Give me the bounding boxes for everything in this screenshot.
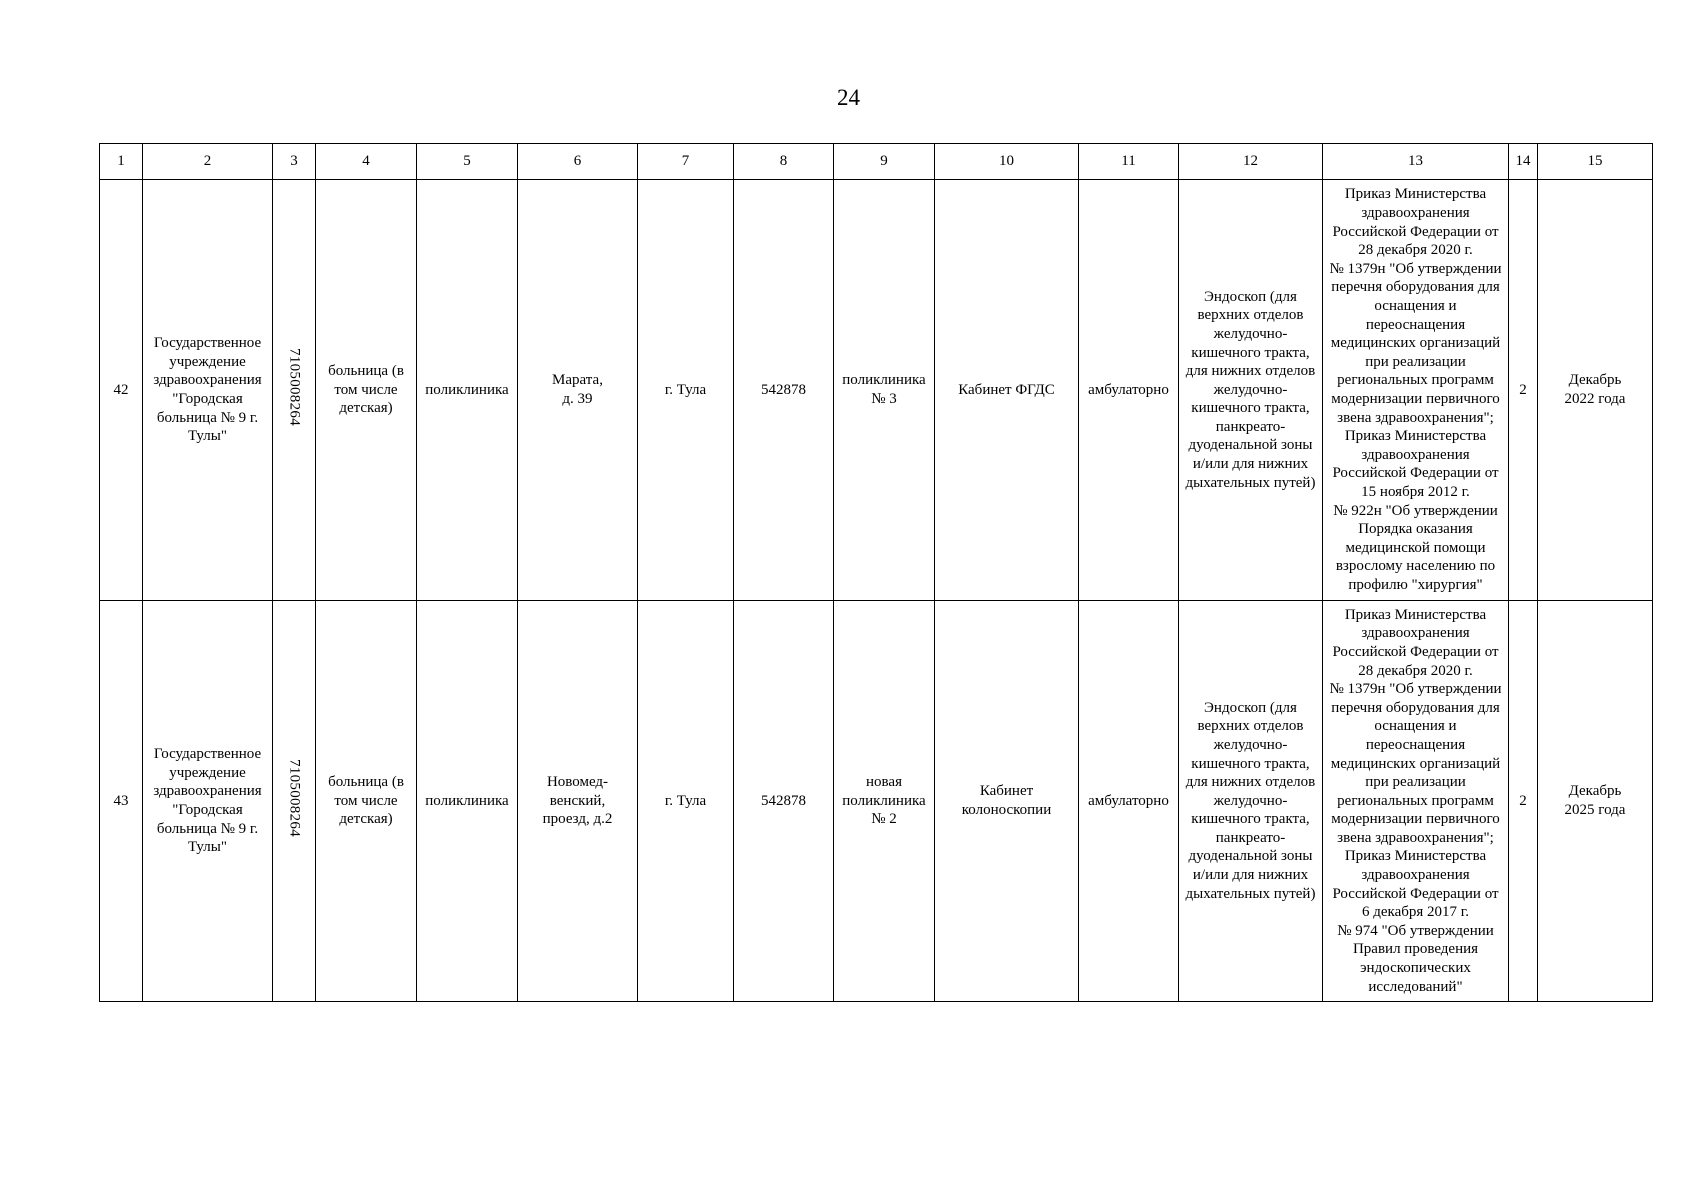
type-cell <box>316 180 417 601</box>
address-cell <box>518 180 638 601</box>
column-header: 2 <box>143 144 273 180</box>
table-header-row <box>100 144 1653 180</box>
subdivision-cell <box>834 180 935 601</box>
type-text: больница (в том числе детская) <box>328 774 404 828</box>
column-header: 5 <box>417 144 518 180</box>
column-header: 13 <box>1323 144 1509 180</box>
basis-text: Приказ Министерства здравоохранения Российской Федерации от 28 декабря 2020 г. № 1379н "Об утверждении перечня оборудования для оснащения и переоснащения медицинских организаций при реализации региональных программ модернизации первичного звена здравоохранения"; Приказ Министерства здравоохранения Российской Федерации от 15 ноября 2012 г. № 922н "Об утверждении Порядка оказания медицинской помощи взрослому населению по профилю "хирургия" <box>1329 186 1502 593</box>
column-header: 15 <box>1538 144 1653 180</box>
column-header: 6 <box>518 144 638 180</box>
deadline-text: Декабрь 2025 года <box>1564 783 1626 818</box>
deadline-cell <box>1538 601 1653 1002</box>
table-row <box>100 180 1653 601</box>
index-cell: 542878 <box>734 601 834 1002</box>
institution-text: Государственное учреждение здравоохранения "Городская больница № 9 г. Тулы" <box>153 335 262 445</box>
unit-cell: поликлиника <box>417 180 518 601</box>
column-header: 12 <box>1179 144 1323 180</box>
deadline-cell <box>1538 180 1653 601</box>
basis-cell <box>1323 180 1509 601</box>
column-header: 9 <box>834 144 935 180</box>
column-header: 1 <box>100 144 143 180</box>
column-header: 4 <box>316 144 417 180</box>
city-cell: г. Тула <box>638 601 734 1002</box>
code-text: 7105008264 <box>286 348 303 427</box>
mode-cell: амбулаторно <box>1079 180 1179 601</box>
equipment-table <box>99 143 1653 1002</box>
address-cell <box>518 601 638 1002</box>
table-row <box>100 601 1653 1002</box>
basis-cell <box>1323 601 1509 1002</box>
equipment-text: Эндоскоп (для верхних отделов желудочно- кишечного тракта, для нижних отделов желудочно- кишечного тракта, панкреато- дуоденальной зоны и/или для нижних дыхательных путей) <box>1185 699 1316 902</box>
equipment-cell <box>1179 180 1323 601</box>
institution-text: Государственное учреждение здравоохранения "Городская больница № 9 г. Тулы" <box>153 746 262 856</box>
institution-cell <box>143 180 273 601</box>
institution-cell <box>143 601 273 1002</box>
column-header: 7 <box>638 144 734 180</box>
code-cell <box>273 180 316 601</box>
deadline-text: Декабрь 2022 года <box>1564 372 1626 407</box>
room-cell <box>935 601 1079 1002</box>
type-cell <box>316 601 417 1002</box>
city-cell: г. Тула <box>638 180 734 601</box>
subdivision-text: новая поликлиника № 2 <box>842 774 926 828</box>
page-number: 24 <box>837 85 860 110</box>
type-text: больница (в том числе детская) <box>328 363 404 417</box>
room-text: Кабинет колоноскопии <box>961 783 1052 818</box>
column-header: 8 <box>734 144 834 180</box>
address-text: Марата, д. 39 <box>552 372 603 407</box>
subdivision-text: поликлиника № 3 <box>842 372 926 407</box>
quantity-cell: 2 <box>1509 180 1538 601</box>
column-header: 14 <box>1509 144 1538 180</box>
room-cell: Кабинет ФГДС <box>935 180 1079 601</box>
column-header: 10 <box>935 144 1079 180</box>
column-header: 3 <box>273 144 316 180</box>
equipment-text: Эндоскоп (для верхних отделов желудочно- кишечного тракта, для нижних отделов желудочно- кишечного тракта, панкреато- дуоденальной зоны и/или для нижних дыхательных путей) <box>1185 288 1316 491</box>
column-header: 11 <box>1079 144 1179 180</box>
code-text: 7105008264 <box>286 759 303 838</box>
unit-cell: поликлиника <box>417 601 518 1002</box>
index-cell: 542878 <box>734 180 834 601</box>
address-text: Новомед-венский, проезд, д.2 <box>542 774 613 828</box>
row-number-cell: 42 <box>100 180 143 601</box>
row-number-cell: 43 <box>100 601 143 1002</box>
basis-text: Приказ Министерства здравоохранения Российской Федерации от 28 декабря 2020 г. № 1379н "Об утверждении перечня оборудования для оснащения и переоснащения медицинских организаций при реализации региональных программ модернизации первичного звена здравоохранения"; Приказ Министерства здравоохранения Российской Федерации от 6 декабря 2017 г. № 974 "Об утверждении Правил проведения эндоскопических исследований" <box>1329 606 1502 995</box>
quantity-cell: 2 <box>1509 601 1538 1002</box>
mode-cell: амбулаторно <box>1079 601 1179 1002</box>
equipment-cell <box>1179 601 1323 1002</box>
code-cell <box>273 601 316 1002</box>
subdivision-cell <box>834 601 935 1002</box>
